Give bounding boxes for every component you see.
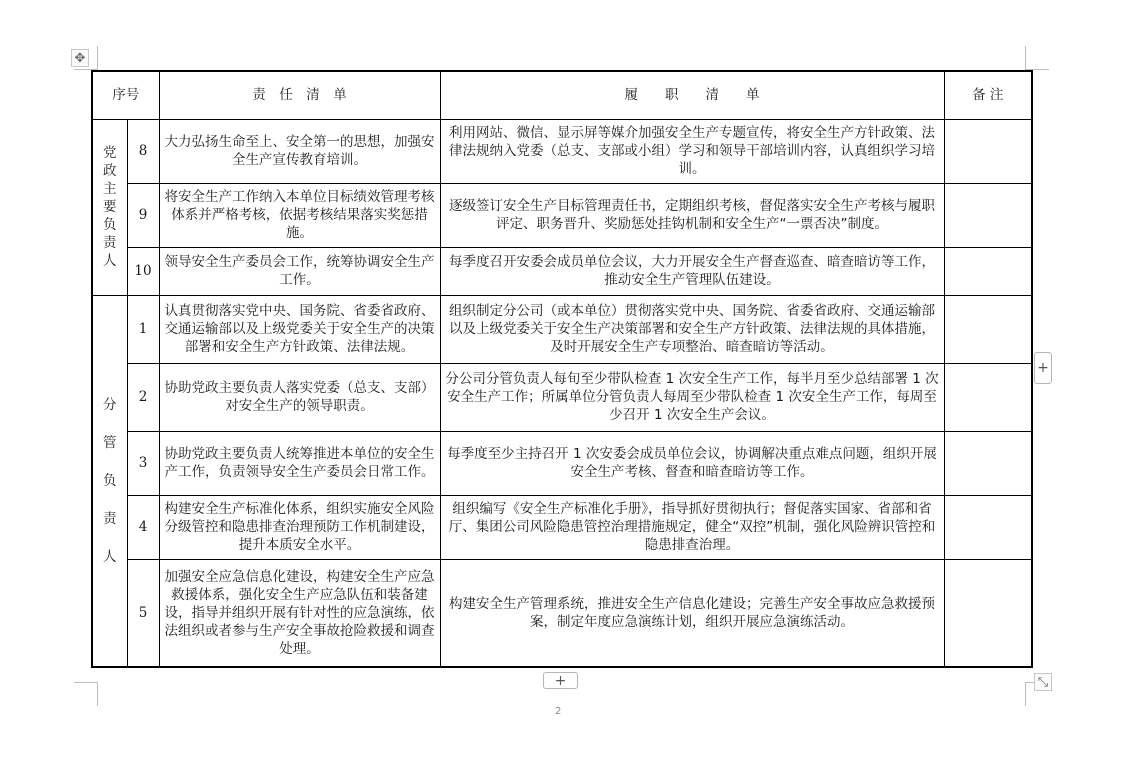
header-perform: 履 职 清 单	[440, 71, 944, 119]
add-row-button[interactable]: +	[543, 672, 578, 689]
table-row	[92, 495, 1032, 559]
table-row	[92, 119, 1032, 183]
group-label-char: 党	[103, 145, 117, 161]
remark-cell[interactable]	[944, 495, 1032, 559]
perform-cell[interactable]: 分公司分管负责人每旬至少带队检查 1 次安全生产工作，每半月至少总结部署 1 次安全生产工作；所属单位分管负责人每周至少带队检查 1 次安全生产工作，每周至少召开 1 次安全生产会议。	[440, 363, 944, 431]
remark-cell[interactable]	[944, 431, 1032, 495]
duty-cell[interactable]: 加强安全应急信息化建设，构建安全生产应急救援体系，强化安全生产应急队伍和装备建设，指导并组织开展有针对性的应急演练，依法组织或者参与生产安全事故抢险救援和调查处理。	[159, 559, 440, 667]
table-row	[92, 183, 1032, 247]
duty-cell[interactable]: 协助党政主要负责人统筹推进本单位的安全生产工作，负责领导安全生产委员会日常工作。	[159, 431, 440, 495]
remark-cell[interactable]	[944, 183, 1032, 247]
responsibility-table	[91, 70, 1033, 668]
perform-cell[interactable]: 每季度召开安委会成员单位会议，大力开展安全生产督查巡查、暗查暗访等工作，推动安全生产管理队伍建设。	[440, 247, 944, 295]
perform-cell[interactable]: 组织制定分公司（或本单位）贯彻落实党中央、国务院、省委省政府、交通运输部以及上级党委关于安全生产决策部署和安全生产方针政策、法律法规的具体措施，及时开展安全生产专项整治、暗查暗访等活动。	[440, 295, 944, 363]
table-row	[92, 247, 1032, 295]
add-column-button[interactable]: +	[1034, 352, 1052, 384]
perform-cell[interactable]: 利用网站、微信、显示屏等媒介加强安全生产专题宣传，将安全生产方针政策、法律法规纳入党委（总支、支部或小组）学习和领导干部培训内容，认真组织学习培训。	[440, 119, 944, 183]
perform-cell[interactable]: 组织编写《安全生产标准化手册》，指导抓好贯彻执行；督促落实国家、省部和省厅、集团公司风险隐患管控治理措施规定，健全“双控”机制，强化风险辨识管控和隐患排查治理。	[440, 495, 944, 559]
duty-cell[interactable]: 领导安全生产委员会工作，统筹协调安全生产工作。	[159, 247, 440, 295]
remark-cell[interactable]	[944, 295, 1032, 363]
page-corner-bottom-left	[74, 682, 98, 706]
duty-cell[interactable]: 大力弘扬生命至上、安全第一的思想，加强安全生产宣传教育培训。	[159, 119, 440, 183]
group-label-char: 负	[103, 217, 117, 233]
remark-cell[interactable]	[944, 119, 1032, 183]
header-remark: 备 注	[944, 71, 1032, 119]
row-number: 1	[127, 295, 159, 363]
row-number: 2	[127, 363, 159, 431]
table-row	[92, 363, 1032, 431]
table-header-row	[92, 71, 1032, 119]
group-label-char: 分	[103, 396, 117, 413]
perform-cell[interactable]: 每季度至少主持召开 1 次安委会成员单位会议，协调解决重点难点问题，组织开展安全生产考核、督查和暗查暗访等工作。	[440, 431, 944, 495]
header-no: 序号	[92, 71, 159, 119]
table-resize-handle[interactable]: ⤡	[1034, 673, 1052, 691]
remark-cell[interactable]	[944, 247, 1032, 295]
table-row	[92, 295, 1032, 363]
remark-cell[interactable]	[944, 363, 1032, 431]
group-label-char: 主	[103, 181, 117, 197]
group-label-char: 要	[103, 199, 117, 215]
group-label-char: 责	[103, 235, 117, 251]
group-label-char: 政	[103, 163, 117, 179]
group-label-char: 人	[103, 548, 117, 565]
row-number: 8	[127, 119, 159, 183]
duty-cell[interactable]: 协助党政主要负责人落实党委（总支、支部）对安全生产的领导职责。	[159, 363, 440, 431]
header-duty: 责 任 清 单	[159, 71, 440, 119]
row-number: 3	[127, 431, 159, 495]
table-row	[92, 431, 1032, 495]
group-label-char: 负	[103, 472, 117, 489]
row-number: 5	[127, 559, 159, 667]
duty-cell[interactable]: 认真贯彻落实党中央、国务院、省委省政府、交通运输部以及上级党委关于安全生产的决策部署和安全生产方针政策、法律法规。	[159, 295, 440, 363]
table-row	[92, 559, 1032, 667]
group-label-char: 责	[103, 510, 117, 527]
perform-cell[interactable]: 构建安全生产管理系统，推进安全生产信息化建设；完善生产安全事故应急救援预案，制定年度应急演练计划，组织开展应急演练活动。	[440, 559, 944, 667]
group-label-deputy-leaders	[92, 295, 127, 667]
group-label-char: 人	[103, 253, 117, 269]
row-number: 10	[127, 247, 159, 295]
table-move-handle[interactable]: ✥	[71, 49, 89, 67]
perform-cell[interactable]: 逐级签订安全生产目标管理责任书，定期组织考核，督促落实安全生产考核与履职评定、职务晋升、奖励惩处挂钩机制和安全生产“一票否决”制度。	[440, 183, 944, 247]
page-number: 2	[555, 706, 562, 717]
group-label-party-leaders	[92, 119, 127, 295]
duty-cell[interactable]: 构建安全生产标准化体系，组织实施安全风险分级管控和隐患排查治理预防工作机制建设，提升本质安全水平。	[159, 495, 440, 559]
row-number: 4	[127, 495, 159, 559]
group-label-char: 管	[103, 434, 117, 451]
remark-cell[interactable]	[944, 559, 1032, 667]
row-number: 9	[127, 183, 159, 247]
page-corner-top-right	[1025, 46, 1049, 70]
duty-cell[interactable]: 将安全生产工作纳入本单位目标绩效管理考核体系并严格考核，依据考核结果落实奖惩措施。	[159, 183, 440, 247]
